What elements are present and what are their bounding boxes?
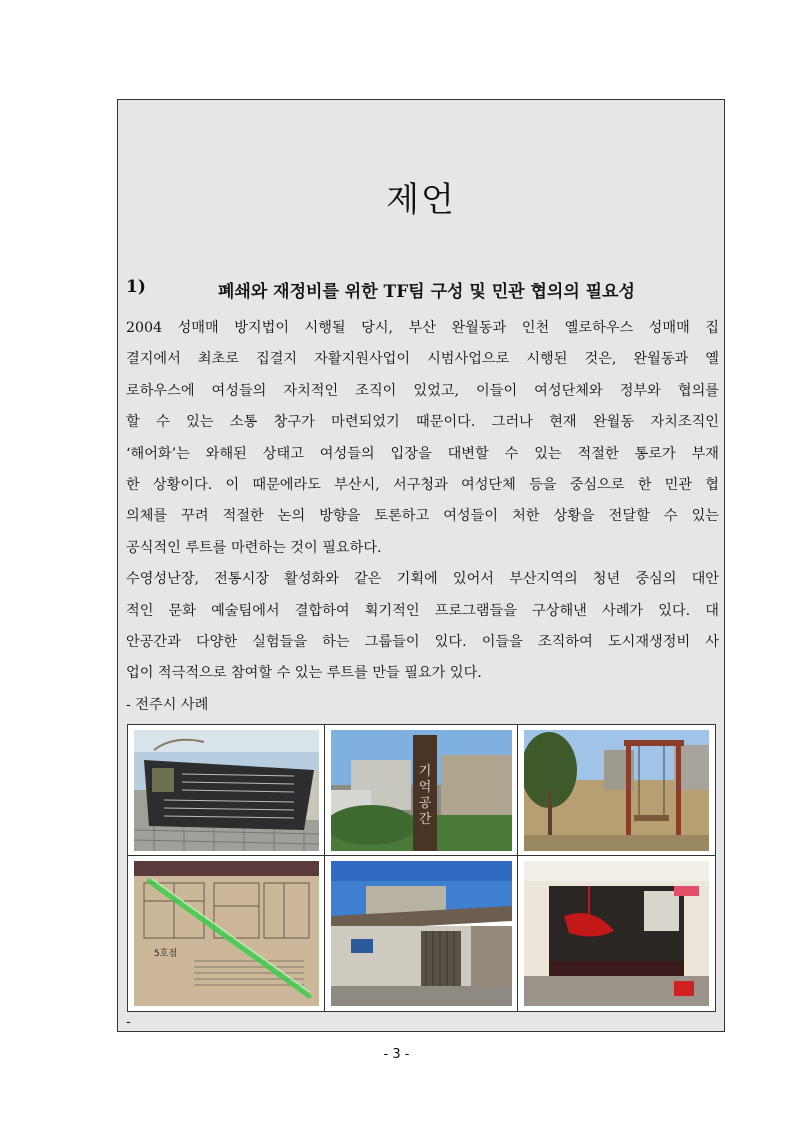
photo-memorial-plaque (134, 730, 319, 851)
photo-vacant-lot-swing (524, 730, 709, 851)
content-frame (117, 99, 725, 1032)
photo-floor-plan-board (134, 861, 319, 1006)
page-number: - 3 - (383, 1047, 410, 1062)
room-label: 5호점 (154, 949, 178, 959)
photo-cell (325, 856, 518, 1011)
section-heading-text: 폐쇄와 재정비를 위한 TF팀 구성 및 민관 협의의 필요성 (218, 282, 635, 302)
text-line: ‘해어화’는 와해된 상태고 여성들의 입장을 대변할 수 있는 적절한 통로가 부재 (126, 445, 719, 462)
photo-red-installation-room (524, 861, 709, 1006)
photo-cell (128, 856, 325, 1011)
text-line: 결지에서 최초로 집결지 자활지원사업이 시범사업으로 시행된 것은, 완월동과 옐 (126, 351, 719, 368)
photo-cell (518, 725, 715, 856)
trailing-dash: - (126, 1014, 131, 1030)
photo-cell (128, 725, 325, 856)
section-number: 1) (126, 277, 146, 297)
text-line: 적인 문화 예술팀에서 결합하여 획기적인 프로그램들을 구상해낸 사례가 있다. 대 (126, 602, 719, 619)
photo-old-building (331, 861, 512, 1006)
body-text (126, 313, 719, 721)
text-line: 수영성난장, 전통시장 활성화와 같은 기획에 있어서 부산지역의 청년 중심의 대안 (126, 571, 719, 588)
text-line: 2004 성매매 방지법이 시행될 당시, 부산 완월동과 인천 옐로하우스 성매매 집 (126, 320, 719, 336)
text-line: 로하우스에 여성들의 자치적인 조직이 있었고, 이들이 여성단체와 정부와 협의를 (126, 382, 719, 399)
text-line: 업이 적극적으로 참여할 수 있는 루트를 만들 필요가 있다. (126, 665, 482, 682)
text-line: 할 수 있는 소통 창구가 마련되었기 때문이다. 그러나 현재 완월동 자치조직인 (126, 414, 719, 431)
photo-cell (518, 856, 715, 1011)
photo-cell (325, 725, 518, 856)
text-line: - 전주시 사례 (126, 696, 209, 713)
text-line: 안공간과 다양한 실험들을 하는 그룹들이 있다. 이들을 조직하여 도시재생정비 사 (126, 633, 719, 650)
photo-memory-space-sign (331, 730, 512, 851)
text-line: 공식적인 루트를 마련하는 것이 필요하다. (126, 539, 382, 556)
text-line: 한 상황이다. 이 때문에라도 부산시, 서구청과 여성단체 등을 중심으로 한 민관 협 (126, 476, 719, 493)
photo-grid (127, 724, 716, 1012)
page-title: 제언 (386, 180, 456, 220)
text-line: 의체를 꾸려 적절한 논의 방향을 토론하고 여성들이 처한 상황을 전달할 수 있는 (126, 508, 719, 525)
sign-text: 기 억 공 간 (418, 764, 432, 827)
